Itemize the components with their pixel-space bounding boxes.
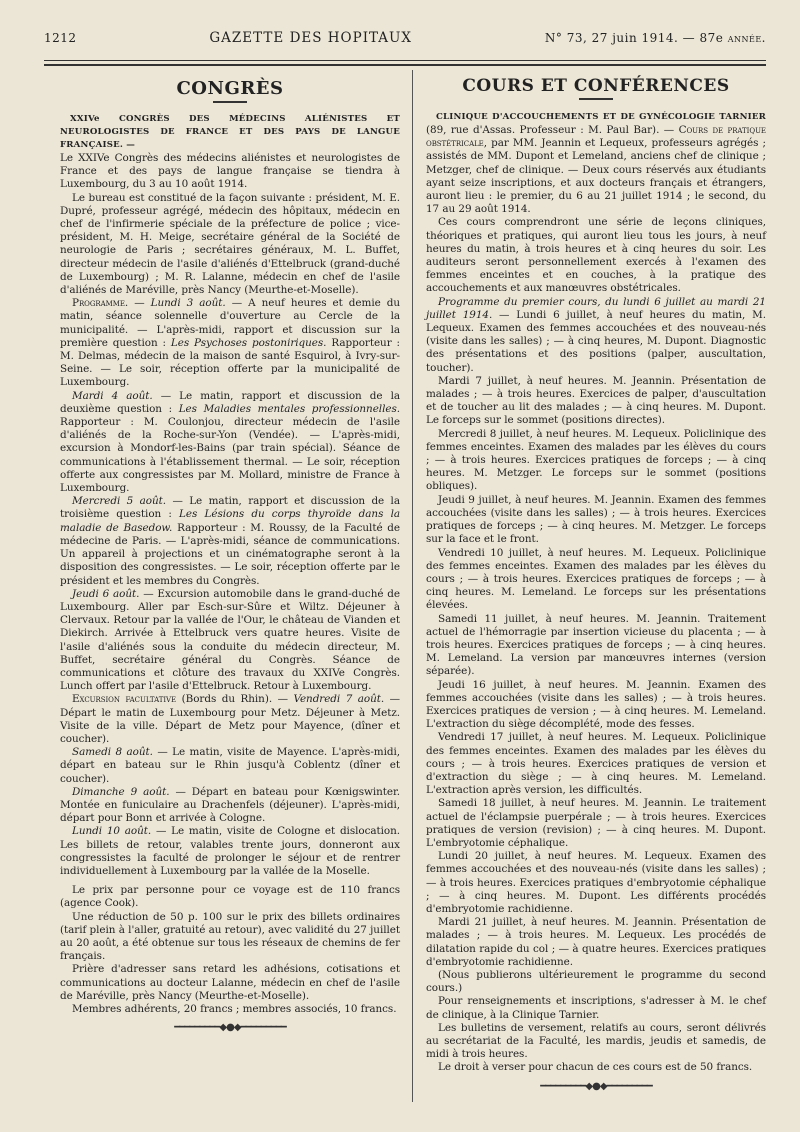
section-heading-cours: COURS ET CONFÉRENCES [462,76,730,96]
paragraph: Jeudi 9 juillet, à neuf heures. M. Jeannin. Examen des femmes accouchées (visite dans les salles) ; — à trois heures. Exercices pratiques de forceps ; — à cinq heures. M. Metzger. Le forceps sur la face et le front. [426,493,766,546]
paragraph: Samedi 18 juillet, à neuf heures. M. Jeannin. Le traitement actuel de l'éclampsie puerpérale ; — à trois heures. Exercices pratiques de version (revision) ; — à cinq heures. M. Dupont. L'embryotomie céphalique. [426,797,766,849]
heading-underline [579,98,613,100]
congress-subheading: XXIVe CONGRÈS DES MÉDECINS ALIÉNISTES ET NEUROLOGISTES DE FRANCE ET DES PAYS DE LANGUE FRANÇAISE. — [60,114,400,150]
paragraph: Le prix par personne pour ce voyage est de 110 francs (agence Cook). [60,884,400,910]
end-ornament: ━━━━━━━━━◆●◆━━━━━━━━━ [174,1022,286,1034]
paragraph: Vendredi 10 juillet, à neuf heures. M. Lequeux. Policlinique des femmes enceintes. Examen des malades par les élèves du cours ; — à trois heures. Exercices pratiques de forceps ; — à cinq heures. M. Lemeland. Le forceps sur les présentations élevées. [426,546,766,612]
paragraph: Membres adhérents, 20 francs ; membres associés, 10 francs. [72,1003,397,1015]
paragraph: Jeudi 16 juillet, à neuf heures. M. Jeannin. Examen des femmes accouchées (visite dans les salles) ; — à trois heures. Exercices pratiques de version ; — à cinq heures. M. Lemeland. L'extraction du siège décomplété, mode des fesses. [426,678,766,731]
issue-info: N° 73, 27 juin 1914. — 87e année. [544,31,766,45]
paragraph: Mardi 4 août. — Le matin, rapport et discussion de la deuxième question : Les Maladies mentales professionnelles. Rapporteur : M. Coulonjou, directeur médecin de l'asile d'aliénés de la Roche-sur-Yon (Vendée). — L'après-midi, excursion à Mondorf-les-Bains (par train spécial). Séance de communications à l'établissement thermal. — Le soir, réception offerte aux congressistes par M. Mollard, ministre de France à Luxembourg. [60,389,400,495]
paragraph: Jeudi 6 août. — Excursion automobile dans le grand-duché de Luxembourg. Aller par Esch-sur-Sûre et Wiltz. Déjeuner à Clervaux. Retour par la vallée de l'Our, le château de Vianden et Diekirch. Arrivée à Ettelbruck vers quatre heures. Visite de l'asile d'aliénés sous la conduite du médecin directeur, M. Buffet, secrétaire général du Congrès. Séance de communications et clôture des travaux du XXIVe Congrès. Lunch offert par l'asile d'Ettelbruck. Retour à Luxembourg. [60,587,400,693]
paragraph: Lundi 20 juillet, à neuf heures. M. Lequeux. Examen des femmes accouchées et des nouveau-nés (visite dans les salles) ; — à trois heures. Exercices pratiques d'embryotomie céphalique ; — à cinq heures. M. Dupont. Les différents procédés d'embryotomie rachidienne. [426,850,766,915]
paragraph: Vendredi 17 juillet, à neuf heures. M. Lequeux. Policlinique des femmes enceintes. Examen des malades par les élèves du cours ; — à trois heures. Exercices pratiques de version et d'extraction du siège ; — à cinq heures. M. Lemeland. L'extraction après version, les difficultés. [426,731,766,797]
section-heading-congres: CONGRÈS [176,78,284,99]
paragraph: Pour renseignements et inscriptions, s'adresser à M. le chef de clinique, à la Clinique Tarnier. [426,995,766,1021]
left-column [60,72,400,1033]
paragraph: Excursion facultative (Bords du Rhin). — Vendredi 7 août. — Départ le matin de Luxembourg pour Metz. Déjeuner à Metz. Visite de la ville. Départ de Metz pour Mayence, (dîner et coucher). [60,693,400,745]
clinic-intro: CLINIQUE D'ACCOUCHEMENTS ET DE GYNÉCOLOGIE TARNIER (89, rue d'Assas. Professeur : M. Paul Bar). — Cours de pratique obstétricale, par MM. Jeannin et Lequeux, professeurs agrégés ; assistés de MM. Dupont et Lemeland, anciens chef de clinique ; Metzger, chef de clinique. — Deux cours réservés aux étudiants ayant seize inscriptions, et aux docteurs français et étrangers, auront lieu : le premier, du 6 au 21 juillet 1914 ; le second, du 17 au 29 août 1914. [426,112,766,216]
paragraph: Mardi 21 juillet, à neuf heures. M. Jeannin. Présentation de malades ; — à trois heures. M. Lequeux. Les procédés de dilatation rapide du col ; — à quatre heures. Exercices pratiques d'embryotomie rachidienne. [426,916,766,968]
paragraph: Le droit à verser pour chacun de ces cours est de 50 francs. [438,1061,753,1074]
header-rule [44,60,766,61]
paragraph: Les bulletins de versement, relatifs au cours, seront délivrés au secrétariat de la Faculté, les mardis, jeudis et samedis, de midi à trois heures. [426,1021,766,1061]
paragraph: Le XXIVe Congrès des médecins aliénistes et neurologistes de France et des pays de langue française se tiendra à Luxembourg, du 3 au 10 août 1914. [60,152,400,191]
paragraph: Programme du premier cours, du lundi 6 juillet au mardi 21 juillet 1914. — Lundi 6 juillet, à neuf heures du matin, M. Lequeux. Examen des femmes accouchées et des nouveau-nés (visite dans les salles) ; — à cinq heures, M. Dupont. Diagnostic des présentations et des positions (palper, auscultation, toucher). [426,295,766,374]
paragraph: Mardi 7 juillet, à neuf heures. M. Jeannin. Présentation de malades ; — à trois heures. Exercices de palper, d'auscultation et de toucher au lit des malades ; — à cinq heures. M. Dupont. Le forceps sur le sommet (positions directes). [426,374,766,427]
paragraph: Samedi 11 juillet, à neuf heures. M. Jeannin. Traitement actuel de l'hémorragie par insertion vicieuse du placenta ; — à trois heures. Exercices pratiques de forceps ; — à cinq heures. M. Lemeland. La version par manœuvres internes (version séparée). [426,612,766,678]
paragraph: Samedi 8 août. — Le matin, visite de Mayence. L'après-midi, départ en bateau sur le Rhin jusqu'à Coblentz (dîner et coucher). [60,746,400,785]
paragraph: (Nous publierons ultérieurement le programme du second cours.) [426,969,766,995]
paragraph: Programme. — Lundi 3 août. — A neuf heures et demie du matin, séance solennelle d'ouverture au Cercle de la municipalité. — L'après-midi, rapport et discussion sur la première question : Les Psychoses postoniriques. Rapporteur : M. Delmas, médecin de la maison de santé Esquirol, à Ivry-sur-Seine. — Le soir, réception offerte par la municipalité de Luxembourg. [60,297,400,389]
paragraph: Mercredi 8 juillet, à neuf heures. M. Lequeux. Policlinique des femmes enceintes. Examen des malades par les élèves du cours ; — à trois heures. Exercices pratiques de forceps ; — à cinq heures. M. Metzger. Le forceps sur le sommet (positions obliques). [426,427,766,493]
column-separator [412,70,413,1102]
page-header [44,30,766,52]
page-number: 1212 [44,31,77,45]
paragraph: Le bureau est constitué de la façon suivante : président, M. E. Dupré, professeur agrégé, médecin des hôpitaux, médecin en chef de l'infirmerie spéciale de la préfecture de police ; vice-président, M. H. Meige, secrétaire général de la Société de neurologie de Paris ; secrétaires généraux, M. L. Buffet, directeur médecin de l'asile d'aliénés d'Ettelbruck (grand-duché de Luxembourg) ; M. R. Lalanne, médecin en chef de l'asile d'aliénés de Maréville, près Nancy (Meurthe-et-Moselle). [60,191,400,297]
right-column [426,72,766,1092]
paragraph: Prière d'adresser sans retard les adhésions, cotisations et communications au docteur Lalanne, médecin en chef de l'asile de Maréville, près Nancy (Meurthe-et-Moselle). [60,963,400,1002]
journal-title: GAZETTE DES HOPITAUX [209,30,413,46]
paragraph: Mercredi 5 août. — Le matin, rapport et discussion de la troisième question : Les Lésions du corps thyroïde dans la maladie de Basedow. Rapporteur : M. Roussy, de la Faculté de médecine de Paris. — L'après-midi, séance de communications. Un appareil à projections et un cinématographe seront à la disposition des congressistes. — Le soir, réception offerte par le président et les membres du Congrès. [60,495,400,587]
paragraph: Une réduction de 50 p. 100 sur le prix des billets ordinaires (tarif plein à l'aller, gratuité au retour), avec validité du 27 juillet au 20 août, a été obtenue sur tous les réseaux de chemins de fer français. [60,910,400,963]
paragraph: Dimanche 9 août. — Départ en bateau pour Kœnigswinter. Montée en funiculaire au Drachenfels (déjeuner). L'après-midi, départ pour Bonn et arrivée à Cologne. [60,785,401,825]
paragraph: Ces cours comprendront une série de leçons cliniques, théoriques et pratiques, qui auront lieu tous les jours, à neuf heures du matin, à trois heures et à cinq heures du soir. Les auditeurs seront personnellement exercés à l'examen des femmes enceintes et en couches, à la pratique des accouchements et aux manœuvres obstétricales. [426,216,766,295]
heading-underline [213,101,247,103]
end-ornament: ━━━━━━━━━◆●◆━━━━━━━━━ [540,1080,652,1092]
header-rule-thick [44,64,766,66]
paragraph: Lundi 10 août. — Le matin, visite de Cologne et dislocation. Les billets de retour, valables trente jours, donneront aux congressistes la faculté de prolonger le séjour et de rentrer individuellement à Luxembourg par la vallée de la Moselle. [60,825,400,877]
